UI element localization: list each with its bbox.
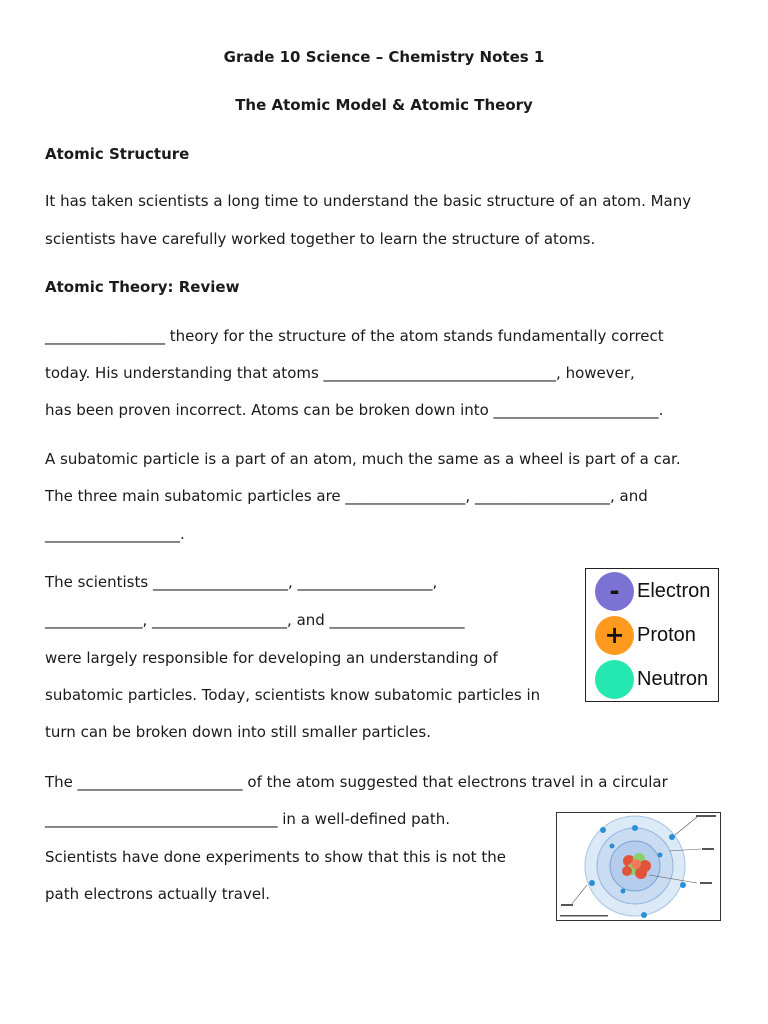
- page-title: Grade 10 Science – Chemistry Notes 1: [223, 48, 545, 66]
- legend-item-neutron: [595, 659, 708, 699]
- fill-in-line: _____________, __________________, and __________________: [45, 611, 465, 629]
- fill-in-line: today. His understanding that atoms _______________________________, however,: [45, 364, 635, 382]
- paragraph-line: turn can be broken down into still smaller particles.: [45, 723, 431, 741]
- fill-in-line: ________________ theory for the structure of the atom stands fundamentally correct: [45, 327, 664, 345]
- fill-in-line: has been proven incorrect. Atoms can be broken down into ______________________.: [45, 401, 664, 419]
- legend-label-neutron: Neutron: [637, 667, 709, 690]
- paragraph-line: subatomic particles. Today, scientists know subatomic particles in: [45, 686, 541, 704]
- fill-in-line: The ______________________ of the atom suggested that electrons travel in a circular: [45, 773, 668, 791]
- fill-in-line: The scientists __________________, __________________,: [45, 573, 438, 591]
- fill-in-line: The three main subatomic particles are ________________, __________________, and: [45, 487, 648, 505]
- fill-in-line: _______________________________ in a well-defined path.: [45, 810, 451, 828]
- atom-model-diagram: [556, 812, 721, 921]
- paragraph-line: scientists have carefully worked together to learn the structure of atoms.: [45, 230, 596, 248]
- paragraph-line: path electrons actually travel.: [45, 885, 271, 903]
- fill-in-line: __________________.: [45, 525, 185, 543]
- paragraph-line: Scientists have done experiments to show that this is not the: [45, 848, 506, 866]
- section-heading-atomic-theory-review: Atomic Theory: Review: [45, 278, 240, 296]
- legend-label-electron: Electron: [637, 579, 711, 602]
- legend-item-proton: [595, 615, 696, 655]
- proton-icon: +: [595, 616, 634, 655]
- particle-legend: [585, 568, 719, 702]
- atom-illustration: [557, 813, 720, 920]
- neutron-icon: [595, 660, 634, 699]
- electron-icon: -: [595, 572, 634, 611]
- section-heading-atomic-structure: Atomic Structure: [45, 145, 190, 163]
- page-subtitle: The Atomic Model & Atomic Theory: [235, 96, 533, 114]
- legend-item-electron: [595, 571, 710, 611]
- paragraph-line: A subatomic particle is a part of an atom, much the same as a wheel is part of a car.: [45, 450, 681, 468]
- legend-label-proton: Proton: [637, 623, 696, 646]
- paragraph-line: were largely responsible for developing an understanding of: [45, 649, 498, 667]
- paragraph-line: It has taken scientists a long time to understand the basic structure of an atom. Many: [45, 192, 692, 210]
